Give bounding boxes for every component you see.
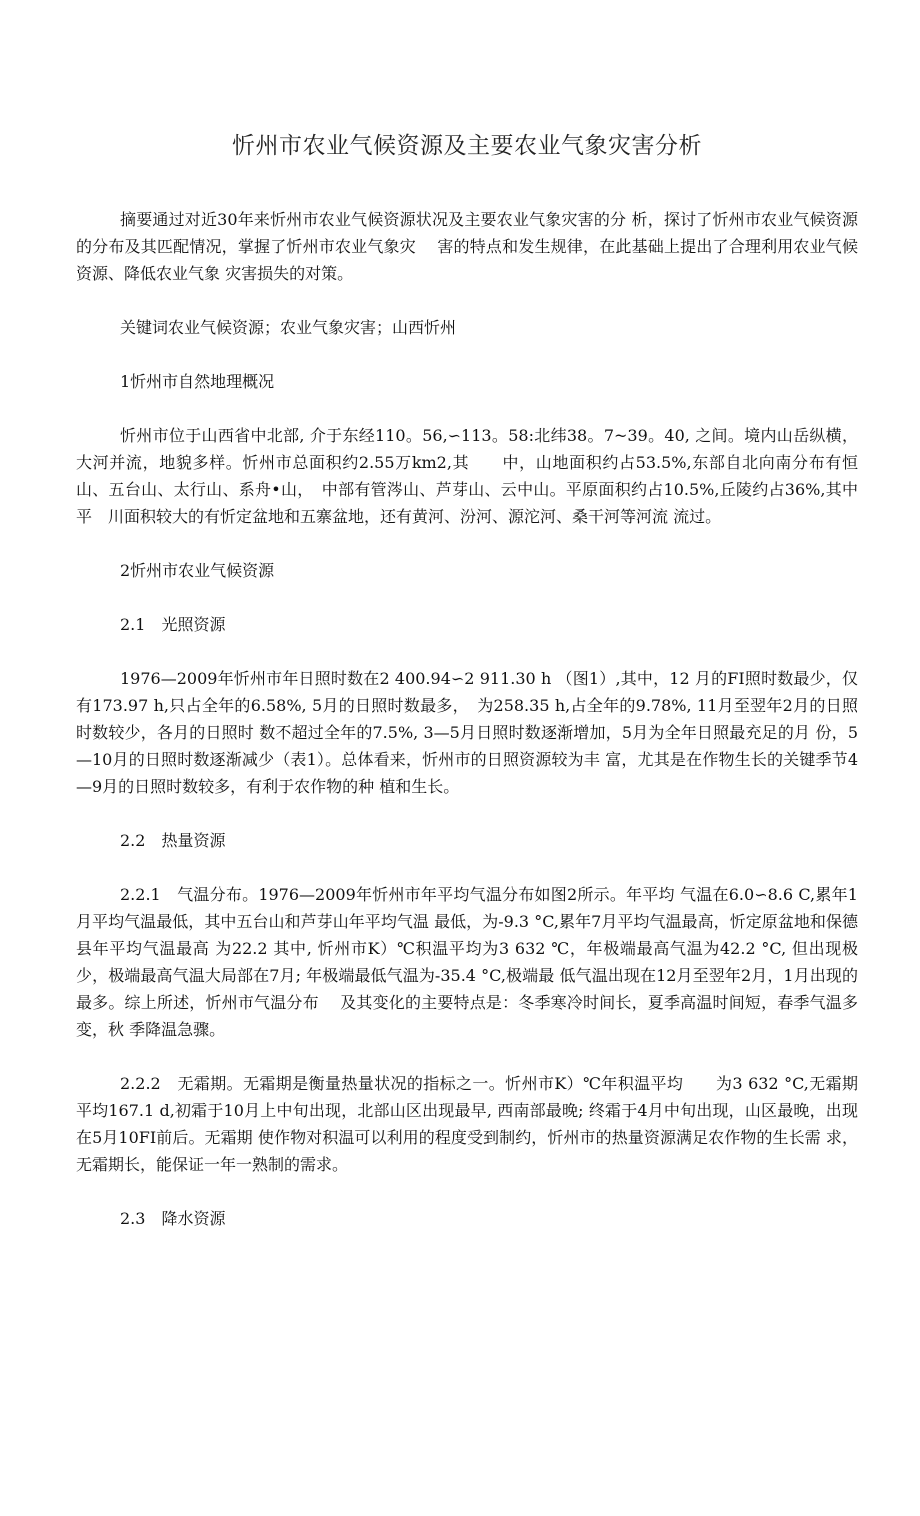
spacer (76, 854, 858, 881)
spacer (76, 395, 858, 422)
spacer (76, 1178, 858, 1205)
section-2-2-2-paragraph: 2.2.2 无霜期。无霜期是衡量热量状况的指标之一。忻州市K）℃年积温平均 为3 632 °C,无霜期平均167.1 d,初霜于10月上中旬出现，北部山区出现最早, 西南部最晚; 终霜于4月中旬出现，山区最晚，出现在5月10FI前后。无霜期 使作物对积温可以利用的程度受到制约，忻州市的热量资源满足农作物的生长需 求，无霜期长，能保证一年一熟制的需求。 (76, 1074, 858, 1174)
keywords-line: 关键词农业气候资源；农业气象灾害；山西忻州 (120, 318, 457, 337)
section-1-paragraph: 忻州市位于山西省中北部, 介于东经110。56,∽113。58:北纬38。7~39。40, 之间。境内山岳纵横，大河并流，地貌多样。忻州市总面积约2.55万km2,其 中，山地面积约占53.5%,东部自北向南分布有恒山、五台山、太行山、系舟•山， 中部有管涔山、芦芽山、云中山。平原面积约占10.5%,丘陵约占36%,其中平 川面积较大的有忻定盆地和五寨盆地，还有黄河、汾河、源沱河、桑干河等河流 流过。 (76, 426, 858, 526)
spacer (76, 638, 858, 665)
spacer (76, 341, 858, 368)
spacer (76, 800, 858, 827)
spacer (76, 162, 858, 206)
spacer (76, 584, 858, 611)
section-2-1-heading: 2.1 光照资源 (120, 615, 226, 634)
abstract-paragraph: 摘要通过对近30年来忻州市农业气候资源状况及主要农业气象灾害的分 析，探讨了忻州市农业气候资源的分布及其匹配情况，掌握了忻州市农业气象灾 害的特点和发生规律，在此基础上提出了合理利用农业气候资源、降低农业气象 灾害损失的对策。 (76, 210, 858, 283)
section-2-3-heading: 2.3 降水资源 (120, 1209, 226, 1228)
document-title: 忻州市农业气候资源及主要农业气象灾害分析 (232, 133, 702, 159)
spacer (76, 287, 858, 314)
section-2-1-paragraph: 1976—2009年忻州市年日照时数在2 400.94∽2 911.30 h （图1）,其中，12 月的FI照时数最少，仅有173.97 h,只占全年的6.58%, 5月的日照时数最多， 为258.35 h,占全年的9.78%, 11月至翌年2月的日照时数较少，各月的日照时 数不超过全年的7.5%, 3—5月日照时数逐渐增加，5月为全年日照最充足的月 份，5—10月的日照时数逐渐减少（表1）。总体看来，忻州市的日照资源较为丰 富，尤其是在作物生长的关键季节4—9月的日照时数较多，有利于农作物的种 植和生长。 (76, 669, 858, 796)
section-1-heading: 1忻州市自然地理概况 (120, 372, 275, 391)
spacer (76, 530, 858, 557)
section-2-2-heading: 2.2 热量资源 (120, 831, 226, 850)
spacer (76, 1043, 858, 1070)
section-2-heading: 2忻州市农业气候资源 (120, 561, 275, 580)
section-2-2-1-paragraph: 2.2.1 气温分布。1976—2009年忻州市年平均气温分布如图2所示。年平均 气温在6.0∽8.6 C,累年1月平均气温最低，其中五台山和芦芽山年平均气温 最低，为-9.3 °C,累年7月平均气温最高，忻定原盆地和保德县年平均气温最高 为22.2 其中, 忻州市K）℃积温平均为3 632 ℃，年极端最高气温为42.2 °C, 但出现极少，极端最高气温大局部在7月; 年极端最低气温为-35.4 °C,极端最 低气温出现在12月至翌年2月，1月出现的最多。综上所述，忻州市气温分布 及其变化的主要特点是：冬季寒冷时间长，夏季高温时间短，春季气温多变，秋 季降温急骤。 (76, 885, 858, 1039)
